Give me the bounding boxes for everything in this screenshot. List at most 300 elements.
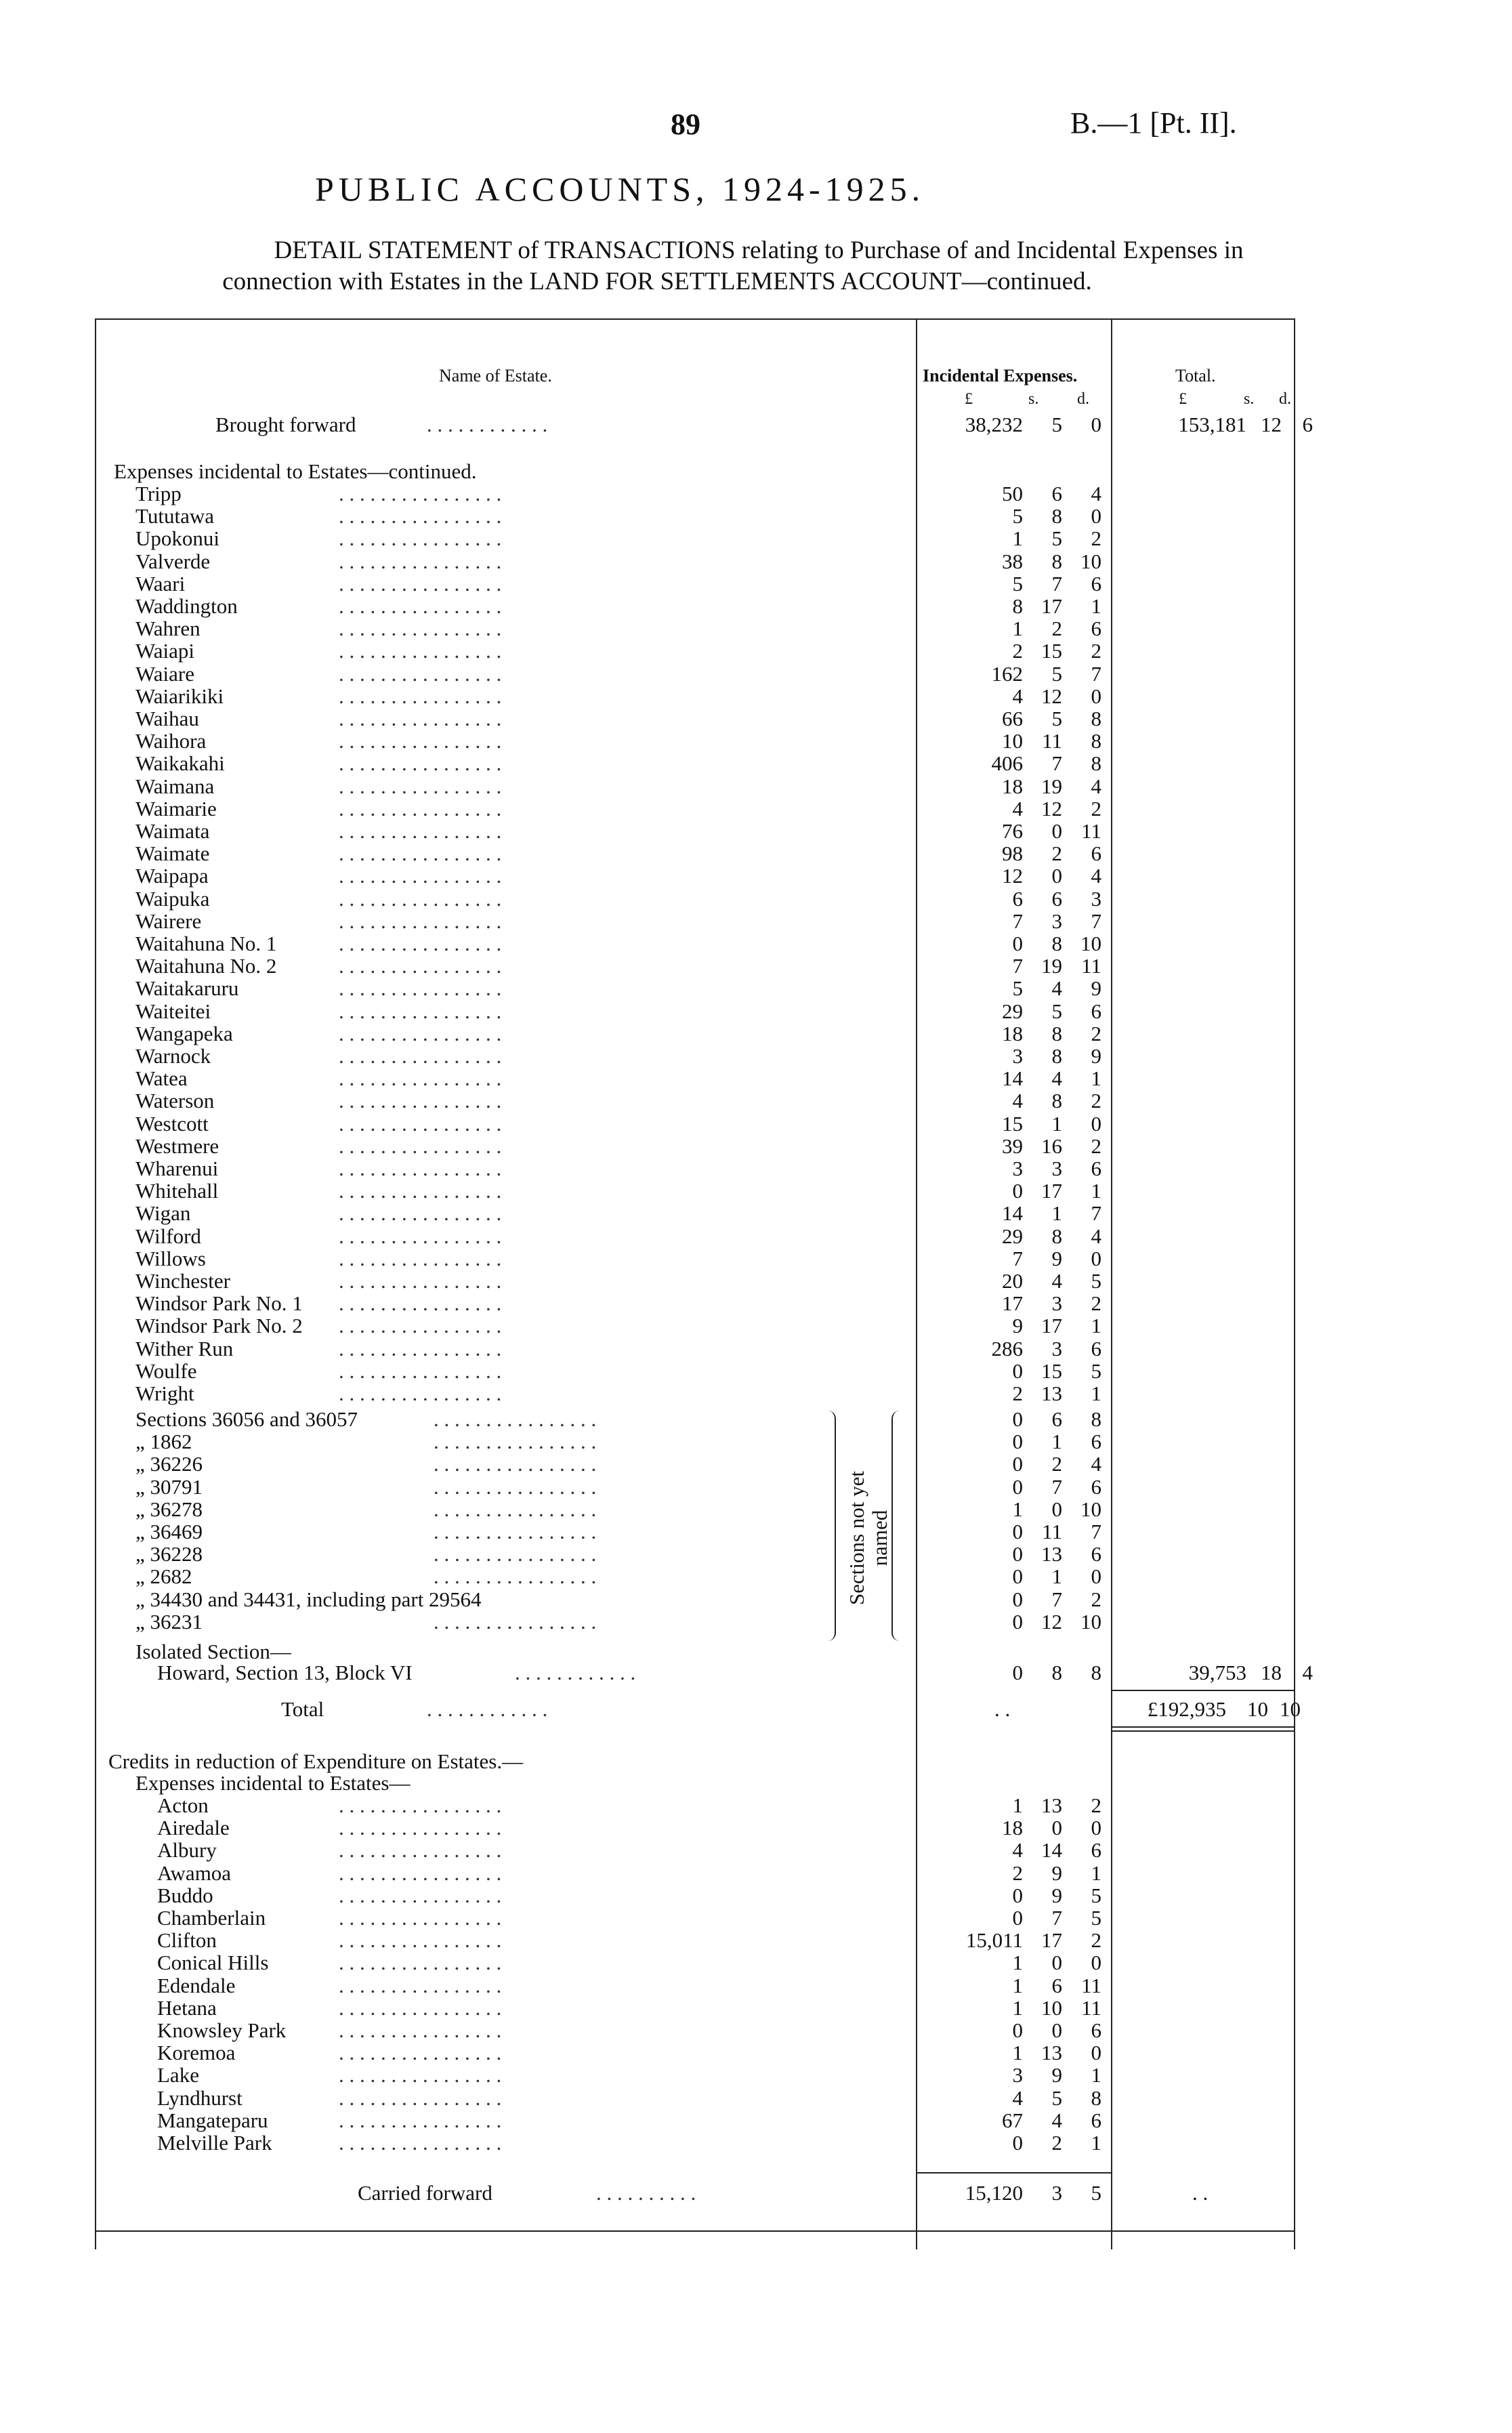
amount-pence: 8 [1091,2085,1101,2110]
amount-shillings: 8 [1051,504,1062,528]
amount-shillings: 6 [1051,1973,1062,1997]
amount-pounds: 0 [1012,1587,1023,1611]
table-row [0,977,1512,1000]
unit-pence: d. [1077,390,1089,408]
amount-pence: 7 [1091,661,1101,686]
estate-name: Waiare [135,661,194,686]
leader-dots: . . . . . . . . . . . . . . . . [339,2041,502,2065]
estate-name: Windsor Park No. 2 [135,1314,303,1338]
leader-dots: . . . . . . . . . . . . . . . . [339,2018,502,2042]
leader-dots: . . . . . . . . . . . . . . . . [339,571,502,596]
amount-pence: 4 [1091,1224,1101,1248]
amount-shillings: 8 [1051,932,1062,955]
amount-pence: 1 [1091,2063,1101,2087]
estate-name: Airedale [157,1816,230,1840]
page-title: PUBLIC ACCOUNTS, 1924-1925. [315,170,925,208]
amount-pence: 11 [1081,1973,1101,1997]
amount-pence: 2 [1091,1021,1101,1045]
estate-name: Waimarie [135,796,217,820]
estate-name: Clifton [157,1928,217,1953]
amount-pence: 1 [1091,1860,1101,1885]
table-row [0,1000,1512,1023]
leader-dots: . . . . . . . . . . . . . . . . [434,1452,597,1476]
carried-forward-rule [916,2172,1111,2174]
amount-pounds: 6 [1012,886,1023,911]
amount-pence: 2 [1091,639,1101,663]
amount-pence: 4 [1091,774,1101,798]
leader-dots: . . . . . . . . . . [596,2181,696,2205]
estate-name: „ 36231 [135,1609,203,1634]
estate-name: „ 30791 [135,1474,203,1499]
table-row [0,1476,1512,1499]
leader-dots: . . . . . . . . . . . . . . . . [339,1358,502,1383]
estate-name: Conical Hills [157,1951,269,1975]
amount-pence: 6 [1091,1157,1101,1180]
total-incidental: . . [994,1697,1011,1721]
amount-pounds: 0 [1012,1609,1023,1634]
amount-pounds: 1 [1012,1973,1023,1997]
estate-name: Acton [157,1793,209,1817]
amount-pence: 10 [1080,1609,1101,1634]
table-row [0,1565,1512,1588]
leader-dots: . . . . . . . . . . . . . . . . [339,1381,502,1405]
table-row [0,1430,1512,1453]
table-row [0,1520,1512,1543]
estate-name: Westmere [135,1134,219,1158]
table-row [0,1884,1512,1907]
amount-pounds: 5 [1012,976,1023,1001]
amount-pence: 9 [1091,1044,1101,1068]
leader-dots: . . . . . . . . . . . . . . . . [339,999,502,1023]
amount-shillings: 2 [1051,617,1062,641]
estate-name: Waterson [135,1089,215,1113]
carried-forward-row [0,2182,1512,2205]
amount-shillings: 6 [1051,1407,1062,1431]
column-header-total: Total. [1175,366,1216,386]
table-row [0,1997,1512,2020]
leader-dots: . . . . . . . . . . . . . . . . [339,1816,502,1840]
amount-pounds: 5 [1012,571,1023,596]
estate-name: „ 1862 [135,1430,192,1454]
amount-pence: 6 [1091,1838,1101,1863]
estate-name: Wharenui [135,1157,219,1180]
amount-shillings: 16 [1041,1134,1062,1158]
section-heading: Expenses incidental to Estates—continued. [114,459,477,483]
leader-dots: . . . . . . . . . . . . . . . . [339,661,502,686]
amount-pounds: 0 [1012,1542,1023,1566]
amount-pence: 2 [1091,796,1101,820]
amount-shillings: 8 [1051,549,1062,573]
amount-shillings: 3 [1051,909,1062,933]
estate-name: Watea [135,1066,188,1091]
amount-pence: 11 [1081,819,1101,843]
amount-pounds: 0 [1012,1906,1023,1930]
amount-pounds: 0 [1012,2018,1023,2042]
table-row [0,1862,1512,1885]
amount-pounds: 1 [1012,2041,1023,2065]
amount-pounds: 4 [1012,796,1023,820]
estate-name: Wilford [135,1224,201,1248]
leader-dots: . . . . . . . . . . . . . . . . [339,2063,502,2087]
leader-dots: . . . . . . . . . . . . . . . . [434,1609,597,1634]
amount-shillings: 12 [1041,796,1062,820]
total-label: Total [281,1697,324,1721]
amount-pence: 2 [1091,1928,1101,1953]
table-row [0,685,1512,708]
amount-pence: 5 [1091,1358,1101,1383]
leader-dots: . . . . . . . . . . . . . . . . [434,1564,597,1589]
amount-shillings: 7 [1051,1906,1062,1930]
amount-pence: 0 [1091,504,1101,528]
table-row [0,1157,1512,1180]
leader-dots: . . . . . . . . . . . . . . . . [339,729,502,753]
amount-shillings: 17 [1041,1179,1062,1203]
amount-shillings: 8 [1051,1224,1062,1248]
amount-pounds: 4 [1012,1089,1023,1113]
amount-pounds: 15,011 [965,1928,1023,1953]
estate-name: „ 36469 [135,1520,203,1543]
amount-shillings: 4 [1051,1269,1062,1293]
amount-shillings: 8 [1051,1661,1062,1684]
isolated-row [0,1661,1512,1684]
amount-pounds: 2 [1012,1860,1023,1885]
amount-shillings: 13 [1041,1542,1062,1566]
amount-pounds: 4 [1012,684,1023,708]
amount-shillings: 3 [1051,1336,1062,1360]
estate-name: Waipuka [135,886,210,911]
estate-name: Valverde [135,549,211,573]
amount-shillings: 5 [1051,413,1062,436]
total-upper-rule [1111,1690,1295,1691]
leader-dots: . . . . . . . . . . . . . . . . [339,1883,502,1907]
total-pence: 4 [1302,1661,1313,1684]
page-number: 89 [671,108,700,141]
leader-dots: . . . . . . . . . . . . . . . . [434,1430,597,1454]
amount-pence: 1 [1091,594,1101,618]
amount-pence: 10 [1080,549,1101,573]
amount-pounds: 1 [1012,617,1023,641]
amount-pence: 6 [1091,617,1101,641]
amount-shillings: 9 [1051,1860,1062,1885]
amount-pounds: 3 [1012,1157,1023,1180]
estate-name: „ 36226 [135,1452,203,1476]
estate-name: Lake [157,2063,199,2087]
table-row [0,1907,1512,1930]
amount-pence: 10 [1080,1497,1101,1521]
estate-name: Melville Park [157,2131,272,2155]
amount-pounds: 29 [1002,999,1023,1023]
document-reference: B.—1 [Pt. II]. [1070,106,1237,140]
amount-pounds: 17 [1002,1291,1023,1316]
amount-pence: 8 [1091,707,1101,730]
total-double-rule-1 [1111,1726,1295,1728]
amount-pence: 0 [1091,413,1101,436]
amount-pounds: 3 [1012,2063,1023,2087]
amount-shillings: 9 [1051,1246,1062,1270]
total-row [0,1698,1512,1721]
estate-name: Sections 36056 and 36057 [135,1407,358,1431]
amount-shillings: 8 [1051,1044,1062,1068]
table-row [0,1225,1512,1248]
table-row [0,2132,1512,2155]
amount-pence: 2 [1091,1089,1101,1113]
amount-pounds: 0 [1012,1407,1023,1431]
amount-pounds: 67 [1002,2108,1023,2132]
amount-shillings: 13 [1041,2041,1062,2065]
leader-dots: . . . . . . . . . . . . . . . . [339,526,502,551]
estate-name: Waiapi [135,639,195,663]
table-row [0,1951,1512,1974]
estate-name: Waihau [135,707,199,730]
estate-name: Wigan [135,1201,191,1226]
table-row [0,2064,1512,2087]
estate-name: Mangateparu [157,2108,268,2132]
amount-pence: 0 [1091,1564,1101,1589]
amount-pounds: 7 [1012,909,1023,933]
table-row [0,1045,1512,1068]
table-row [0,1022,1512,1045]
estate-name: Warnock [135,1044,211,1068]
amount-pounds: 0 [1012,1452,1023,1476]
table-row [0,1974,1512,1997]
amount-pounds: 0 [1012,1520,1023,1543]
total-pence: 6 [1302,413,1313,436]
amount-pence: 0 [1091,1246,1101,1270]
leader-dots: . . . . . . . . . . . . . . . . [339,796,502,820]
amount-pence: 4 [1091,864,1101,888]
leader-dots: . . . . . . . . . . . . . . . . [434,1520,597,1543]
table-row [0,1247,1512,1270]
amount-pence: 0 [1091,2041,1101,2065]
amount-pounds: 0 [1012,1661,1023,1684]
total-pounds: 153,181 [1178,413,1246,436]
amount-pounds: 20 [1002,1269,1023,1293]
table-row [0,820,1512,843]
amount-pence: 7 [1091,1520,1101,1543]
leader-dots: . . . . . . . . . . . . . . . . [339,1951,502,1975]
estate-name: „ 34430 and 34431, including part 29564 [135,1587,482,1611]
amount-pounds: 0 [1012,1883,1023,1907]
amount-pounds: 1 [1012,1995,1023,2020]
estate-name: Waikakahi [135,751,225,776]
table-row [0,1839,1512,1862]
table-row [0,865,1512,888]
amount-pence: 2 [1091,1134,1101,1158]
table-row [0,730,1512,753]
leader-dots: . . . . . . . . . . . . . . . . [339,1973,502,1997]
estate-name: Waimate [135,841,210,866]
amount-pounds: 406 [991,751,1023,776]
leader-dots: . . . . . . . . . . . . . . . . [339,1179,502,1203]
table-bottom-rule [95,2230,1295,2232]
table-row [0,1292,1512,1315]
table-row [0,1794,1512,1817]
amount-pounds: 0 [1012,1358,1023,1383]
table-row [0,2019,1512,2042]
amount-pence: 6 [1091,2018,1101,2042]
amount-pounds: 4 [1012,1838,1023,1863]
table-row [0,573,1512,596]
estate-name: Buddo [157,1883,213,1907]
estate-name: Waitahuna No. 2 [135,954,277,978]
amount-pence: 6 [1091,841,1101,866]
leader-dots: . . . . . . . . . . . . . . . . [339,1928,502,1953]
leader-dots: . . . . . . . . . . . . . . . . [339,954,502,978]
unit-pounds: £ [965,390,973,408]
leader-dots: . . . . . . . . . . . . . . . . [339,1089,502,1113]
amount-shillings: 2 [1051,2131,1062,2155]
amount-pounds: 1 [1012,1793,1023,1817]
estate-name: Willows [135,1246,206,1270]
leader-dots: . . . . . . . . . . . . . . . . [339,909,502,933]
amount-pence: 6 [1091,571,1101,596]
amount-pounds: 29 [1002,1224,1023,1248]
estate-name: Waimana [135,774,215,798]
amount-shillings: 5 [1051,526,1062,551]
amount-pence: 5 [1091,1883,1101,1907]
estate-name: Wairere [135,909,202,933]
estate-name: Waitahuna No. 1 [135,932,277,955]
estate-name: Waimata [135,819,210,843]
estate-name: Waiarikiki [135,684,224,708]
amount-pounds: 2 [1012,1381,1023,1405]
estate-name: Whitehall [135,1179,219,1203]
amount-shillings: 0 [1051,1816,1062,1840]
amount-pounds: 50 [1002,482,1023,505]
leader-dots: . . . . . . . . . . . . . . . . [339,774,502,798]
amount-pounds: 4 [1012,2085,1023,2110]
leader-dots: . . . . . . . . . . . . . . . . [339,1314,502,1338]
amount-shillings: 7 [1051,571,1062,596]
amount-shillings: 6 [1051,886,1062,911]
amount-pounds: 18 [1002,1816,1023,1840]
leader-dots: . . . . . . . . . . . . . . . . [339,1269,502,1293]
amount-pounds: 0 [1012,1564,1023,1589]
amount-shillings: 5 [1051,707,1062,730]
amount-shillings: 12 [1041,1609,1062,1634]
amount-pounds: 10 [1002,729,1023,753]
amount-shillings: 0 [1051,1497,1062,1521]
table-row [0,1112,1512,1136]
estate-name: „ 36278 [135,1497,203,1521]
table-row [0,707,1512,730]
amount-pounds: 5 [1012,504,1023,528]
leader-dots: . . . . . . . . . . . . . . . . [339,2131,502,2155]
amount-shillings: 13 [1041,1793,1062,1817]
amount-pence: 1 [1091,2131,1101,2155]
leader-dots: . . . . . . . . . . . . [515,1661,636,1684]
amount-pounds: 15 [1002,1111,1023,1136]
leader-dots: . . . . . . . . . . . . . . . . [339,1021,502,1045]
total-shillings: 12 [1261,413,1282,436]
amount-shillings: 2 [1051,841,1062,866]
amount-shillings: 4 [1051,1066,1062,1091]
amount-shillings: 3 [1051,2181,1062,2205]
table-row [0,932,1512,955]
table-row [0,2087,1512,2110]
table-row [0,1180,1512,1203]
total-double-rule-2 [1111,1730,1295,1732]
unit-shillings-total: s. [1244,390,1255,408]
amount-shillings: 7 [1051,1474,1062,1499]
leader-dots: . . . . . . . . . . . . . . . . [434,1474,597,1499]
leader-dots: . . . . . . . . . . . . . . . . [339,1201,502,1226]
total-pounds: 39,753 [1188,1661,1246,1684]
amount-pounds: 1 [1012,1951,1023,1975]
table-row [0,663,1512,686]
amount-pounds: 3 [1012,1044,1023,1068]
table-row [0,1408,1512,1431]
amount-shillings: 7 [1051,751,1062,776]
amount-shillings: 6 [1051,482,1062,505]
leader-dots: . . . . . . . . . . . . . . . . [339,1224,502,1248]
sections-bracket-left [828,1411,836,1641]
amount-pounds: 7 [1012,954,1023,978]
estate-name: Wahren [135,617,201,641]
table-row [0,640,1512,663]
estate-name: Wither Run [135,1336,234,1360]
amount-pence: 5 [1091,1269,1101,1293]
amount-pence: 11 [1081,954,1101,978]
table-row [0,1543,1512,1566]
amount-shillings: 1 [1051,1430,1062,1454]
amount-pence: 0 [1091,1951,1101,1975]
amount-pence: 0 [1091,684,1101,708]
leader-dots: . . . . . . . . . . . . . . . . [339,1157,502,1180]
leader-dots: . . . . . . . . . . . . . . . . [434,1497,597,1521]
amount-shillings: 9 [1051,2063,1062,2087]
amount-shillings: 5 [1051,2085,1062,2110]
amount-shillings: 15 [1041,1358,1062,1383]
subtitle-line-2: connection with Estates in the LAND FOR SETTLEMENTS ACCOUNT—continued. [222,268,1092,295]
table-row [0,1453,1512,1476]
unit-pounds-total: £ [1179,390,1187,408]
amount-shillings: 9 [1051,1883,1062,1907]
estate-name: Knowsley Park [157,2018,287,2042]
estate-name: Wright [135,1381,194,1405]
leader-dots: . . . . . . . . . . . . [427,413,548,436]
amount-pence: 8 [1091,729,1101,753]
amount-pounds: 286 [991,1336,1023,1360]
sections-not-yet-named-label: Sections not yet named [845,1470,891,1606]
grand-total-pounds: £192,935 [1147,1697,1226,1721]
amount-pence: 10 [1080,932,1101,955]
table-row [0,2041,1512,2064]
estate-name: Lyndhurst [157,2085,243,2110]
amount-shillings: 14 [1041,1838,1062,1863]
carried-forward-label: Carried forward [358,2181,492,2205]
leader-dots: . . . . . . . . . . . . . . . . [339,1246,502,1270]
estate-name: Tripp [135,482,182,505]
amount-pounds: 14 [1002,1201,1023,1226]
leader-dots: . . . . . . . . . . . . . . . . [339,639,502,663]
amount-pence: 6 [1091,999,1101,1023]
table-row [0,1382,1512,1405]
table-row [0,1588,1512,1611]
amount-pence: 4 [1091,482,1101,505]
amount-shillings: 10 [1041,1995,1062,2020]
amount-shillings: 4 [1051,2108,1062,2132]
leader-dots: . . . . . . . . . . . . . . . . [339,1906,502,1930]
leader-dots: . . . . . . . . . . . . . . . . [339,707,502,730]
amount-pounds: 8 [1012,594,1023,618]
amount-pounds: 18 [1002,1021,1023,1045]
table-row [0,595,1512,618]
amount-pounds: 0 [1012,1474,1023,1499]
table-row [0,1610,1512,1634]
amount-shillings: 8 [1051,1089,1062,1113]
amount-shillings: 11 [1042,729,1062,753]
